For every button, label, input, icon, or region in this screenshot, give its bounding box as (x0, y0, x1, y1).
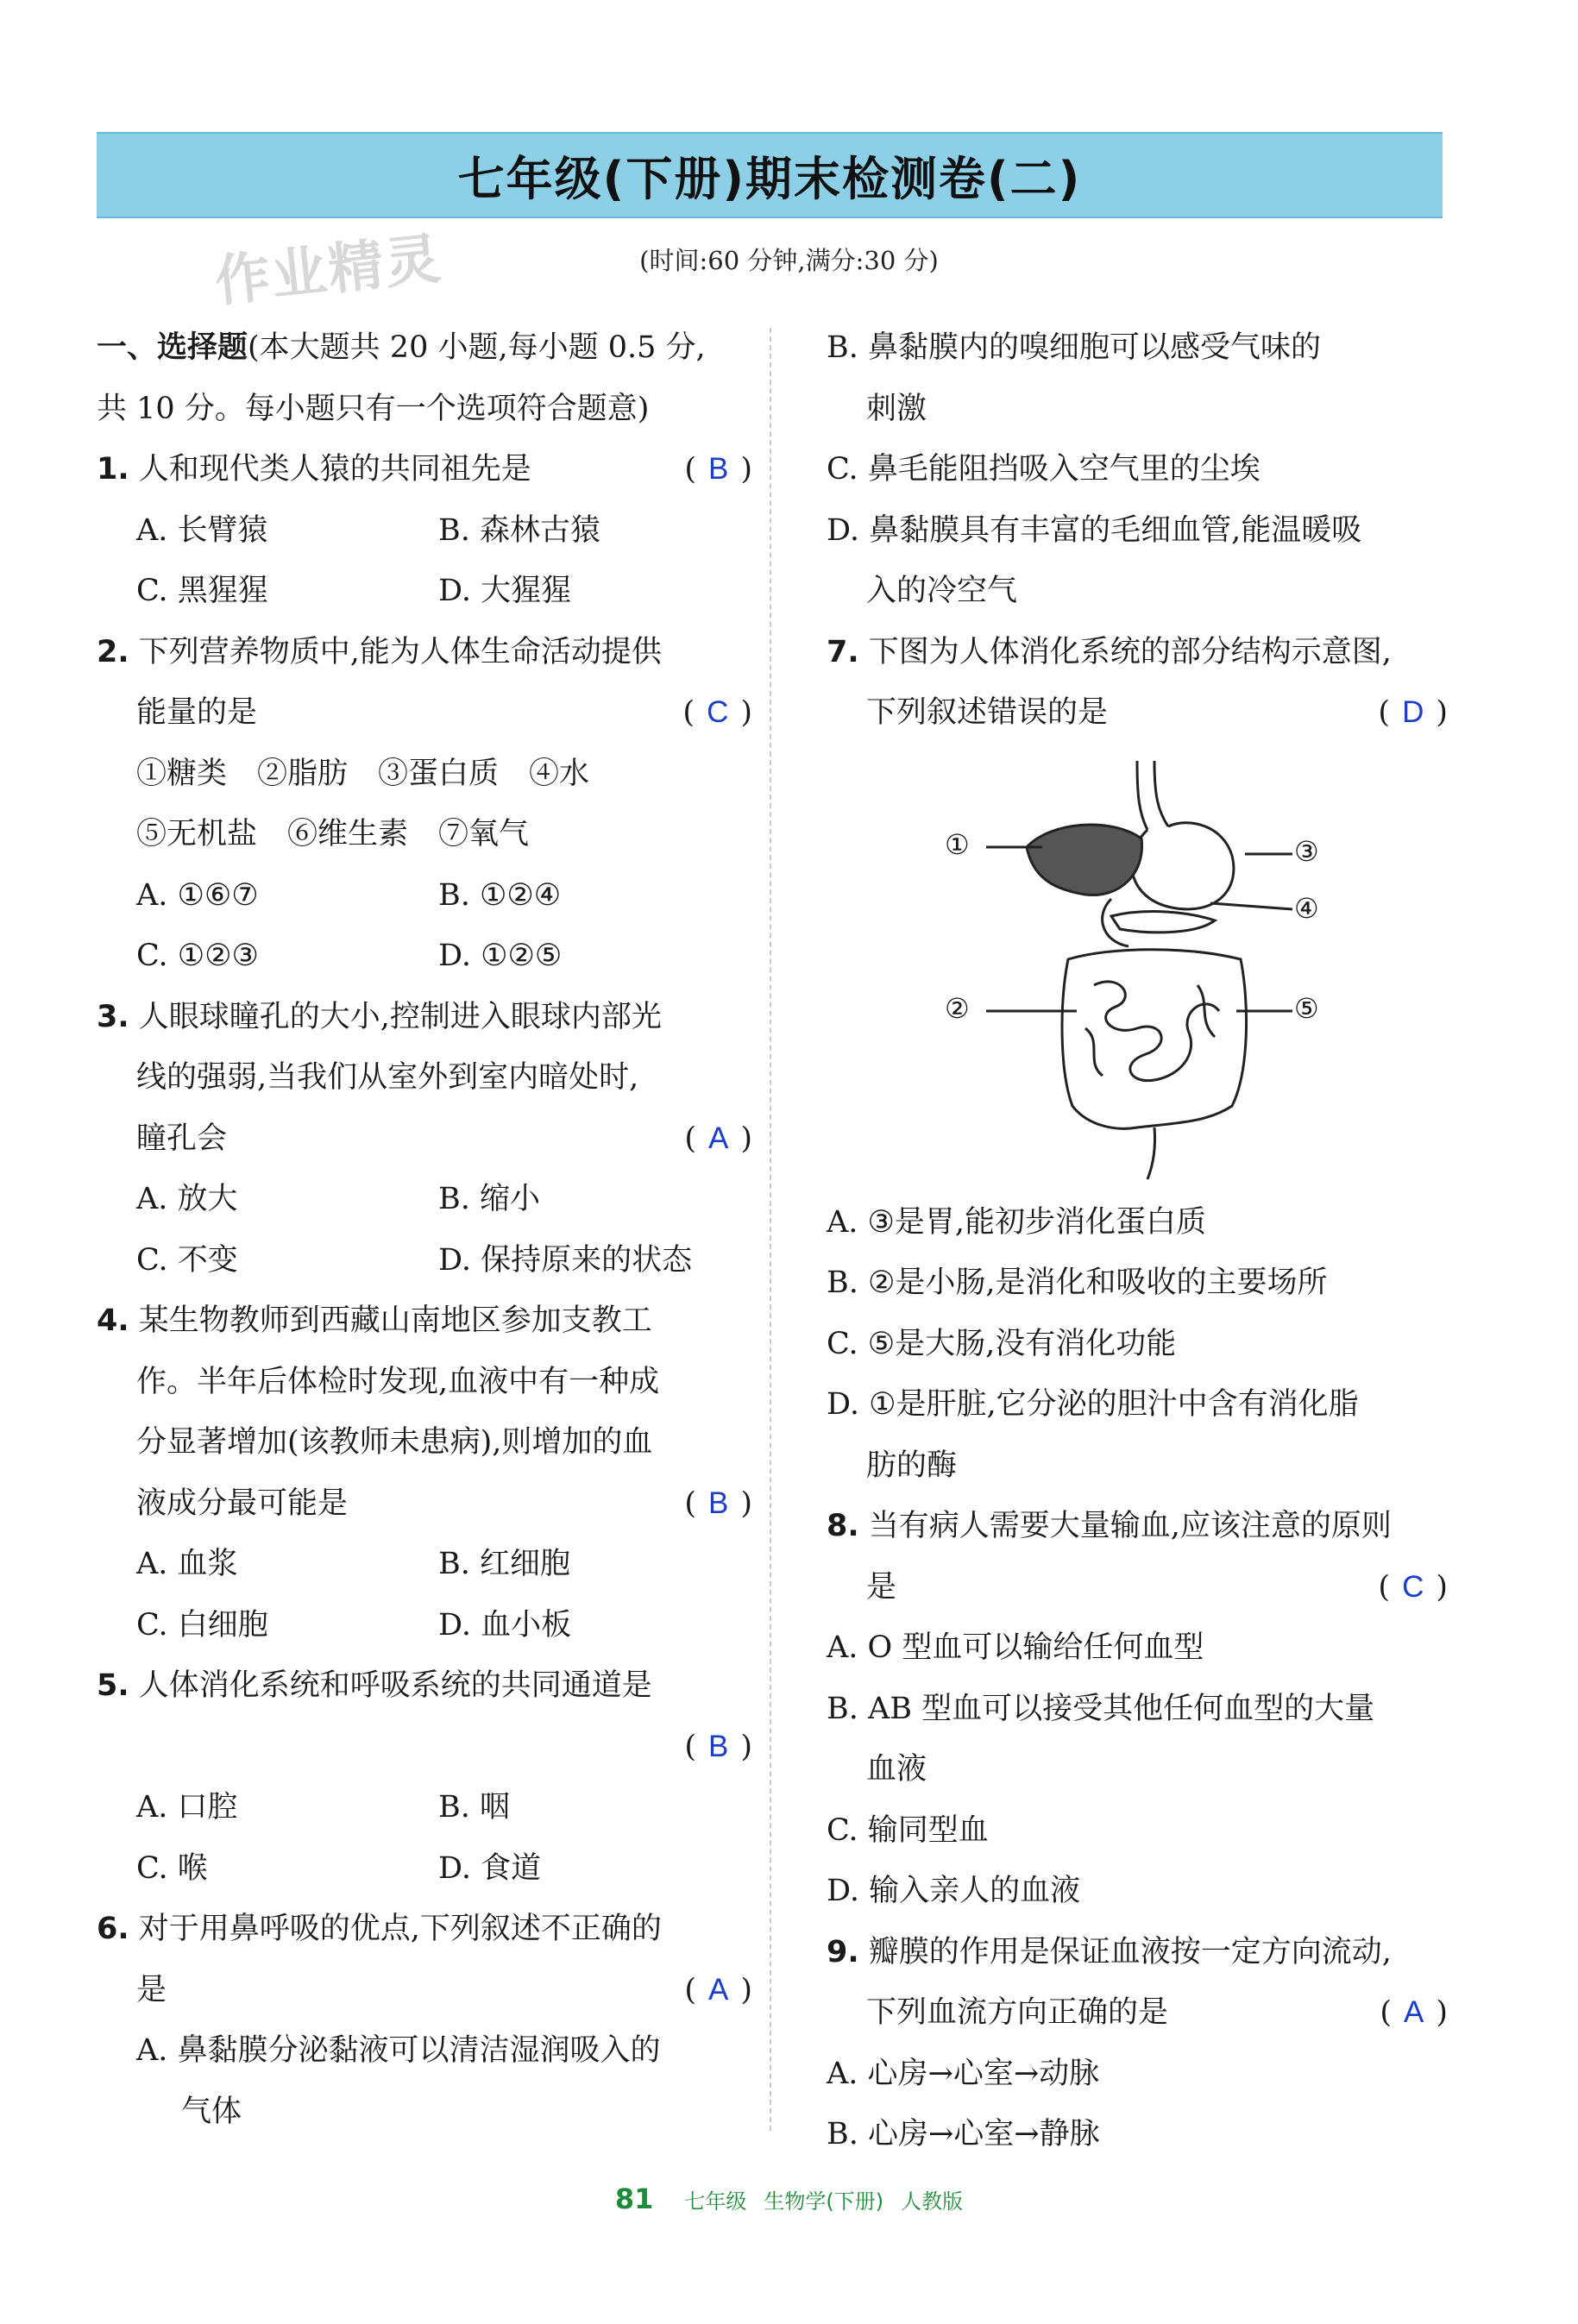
section-header: 一、选择题(本大题共 20 小题,每小题 0.5 分, (97, 330, 706, 365)
question-8: 8. 当有病人需要大量输血,应该注意的原则 (827, 1509, 1392, 1543)
answer-7: ( D ) (1378, 695, 1448, 730)
answer-1: ( B ) (684, 452, 752, 487)
column-divider (770, 328, 771, 2131)
label-2: ② (945, 991, 970, 1025)
label-1: ① (945, 827, 970, 861)
answer-5: ( B ) (684, 1729, 752, 1764)
question-6: 6. 对于用鼻呼吸的优点,下列叙述不正确的 (97, 1912, 662, 1946)
page-title: 七年级(下册)期末检测卷(二) (457, 151, 1082, 206)
page-number: 81 (614, 2183, 654, 2215)
question-5: 5. 人体消化系统和呼吸系统的共同通道是 (97, 1668, 652, 1703)
watermark-logo: 作业精灵 (211, 227, 445, 315)
answer-2: ( C ) (682, 695, 752, 730)
answer-3: ( A ) (684, 1121, 752, 1156)
digestive-system-figure (827, 744, 1448, 1192)
footer-subject: 生物学(下册) (764, 2189, 884, 2214)
footer-edition: 人教版 (901, 2189, 964, 2214)
question-1: 1. 人和现代类人猿的共同祖先是 ( B ) (97, 439, 752, 500)
question-9: 9. 瓣膜的作用是保证血液按一定方向流动, (827, 1934, 1392, 1969)
question-7: 7. 下图为人体消化系统的部分结构示意图, (827, 634, 1392, 669)
items-2b: ⑤无机盐 ⑥维生素 ⑦氧气 (136, 817, 530, 851)
answer-9: ( A ) (1380, 1995, 1448, 2030)
label-5: ⑤ (1294, 991, 1319, 1025)
exam-info: (时间:60 分钟,满分:30 分) (639, 246, 939, 275)
label-4: ④ (1294, 891, 1319, 925)
options-1ab: A. 长臂猿 B. 森林古猿 (136, 512, 600, 548)
footer-grade: 七年级 (684, 2189, 747, 2214)
options-1cd: C. 黑猩猩 D. 大猩猩 (136, 574, 572, 608)
answer-4: ( B ) (684, 1485, 752, 1521)
digestive-system-diagram (827, 744, 1448, 1192)
title-banner (97, 132, 1443, 218)
answer-6: ( A ) (684, 1972, 752, 2007)
question-3: 3. 人眼球瞳孔的大小,控制进入眼球内部光 (97, 999, 662, 1034)
page-footer (0, 2183, 1578, 2215)
items-2a: ①糖类 ②脂肪 ③蛋白质 ④水 (136, 756, 590, 791)
question-4: 4. 某生物教师到西藏山南地区参加支教工 (97, 1303, 652, 1338)
question-2: 2. 下列营养物质中,能为人体生命活动提供 (97, 634, 662, 669)
answer-8: ( C ) (1378, 1569, 1448, 1605)
section-note: 共 10 分。每小题只有一个选项符合题意) (97, 391, 650, 426)
label-3: ③ (1294, 834, 1319, 868)
right-column: B. 鼻黏膜内的嗅细胞可以感受气味的 刺激 C. 鼻毛能阻挡吸入空气里的尘埃 D. 鼻黏膜具有丰富的毛细血管,能温暖吸 入的冷空气 7. 下图为人体消化系统的部分结构示意图, 下列叙述错误的是 ( D ) ① ② ③ ④ ⑤ A. ③是胃,能初步消化蛋白质 B. ②是小肠,是消化和吸收的主要场所 C. ⑤是大肠,没有消化功能 D. ①是肝脏,它分泌的胆汁中含有消化脂 肪的酶 8. 当有病人需要大量输血,应该注意的原则 是 ( C ) A. O 型血可以输给任何血型 B. AB 型血可以接受其他任何血型的大量 血液 C. 输同型血 D. 输入亲人的血液 9. 瓣膜的作用是保证血液按一定方向流动, 下列血流方向正确的是 ( A ) A. 心房→心室→动脉 B. 心房→心室→静脉 (827, 330, 1448, 2151)
left-column: 一、选择题(本大题共 20 小题,每小题 0.5 分, 共 10 分。每小题只有一个选项符合题意) 1. 人和现代类人猿的共同祖先是 ( B ) A. 长臂猿 B. 森林古猿 C. 黑猩猩 D. 大猩猩 2. 下列营养物质中,能为人体生命活动提供 能量的是 ( C ) ①糖类 ②脂肪 ③蛋白质 ④水 ⑤无机盐 ⑥维生素 ⑦氧气 A. ①⑥⑦ B. ①②④ C. ①②③ D. ①②⑤ 3. 人眼球瞳孔的大小,控制进入眼球内部光 线的强弱,当我们从室外到室内暗处时, 瞳孔会 ( A ) A. 放大 B. 缩小 C. 不变 D. 保持原来的状态 4. 某生物教师到西藏山南地区参加支教工 作。半年后体检时发现,血液中有一种成 分显著增加(该教师未患病),则增加的血 液成分最可能是 ( B ) A. 血浆 B. 红细胞 C. 白细胞 D. 血小板 5. 人体消化系统和呼吸系统的共同通道是 ( B ) A. 口腔 B. 咽 C. 喉 D. 食道 6. 对于用鼻呼吸的优点,下列叙述不正确的 是 ( A ) A. 鼻黏膜分泌黏液可以清洁湿润吸入的 气体 (97, 317, 752, 2142)
